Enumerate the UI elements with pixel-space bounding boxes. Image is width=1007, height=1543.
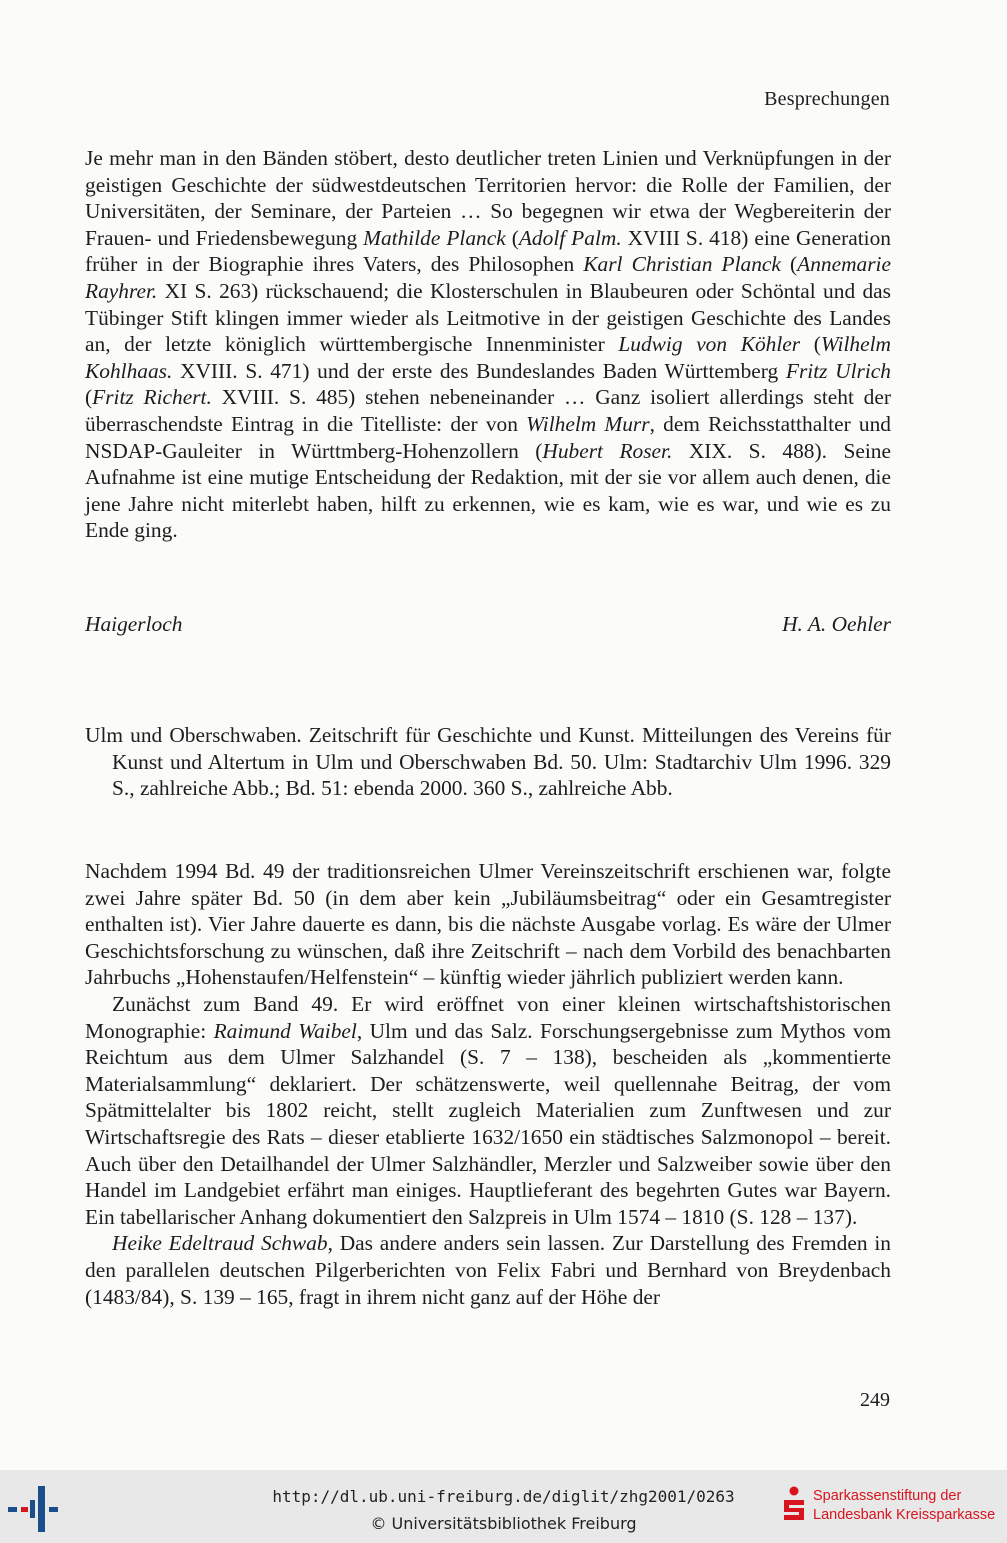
running-head: Besprechungen [764, 88, 890, 110]
permalink-url[interactable]: http://dl.ub.uni-freiburg.de/diglit/zhg2001/0263 [272, 1487, 735, 1506]
review-text-block [85, 145, 891, 544]
italic-name: Annemarie Rayhrer. [85, 252, 891, 303]
body-paragraph: Heike Edeltraud Schwab, Das andere anders sein lassen. Zur Darstellung des Fremden in den parallelen deutschen Pilgerberichten von Felix Fabri und Bernhard von Breydenbach (1483/84), S. 139 – 165, fragt in ihrem nicht ganz auf der Höhe der [85, 1231, 891, 1309]
copyright-notice: © Universitätsbibliothek Freiburg [370, 1514, 637, 1533]
italic-name: Wilhelm Murr [526, 411, 650, 436]
sponsor-text[interactable] [813, 1487, 995, 1525]
italic-name: Fritz Richert. [92, 385, 212, 410]
signature-reviewer: H. A. Oehler [782, 612, 891, 636]
review-text-block [85, 858, 891, 1310]
italic-name: Karl Christian Planck [583, 252, 781, 277]
body-paragraph: Je mehr man in den Bänden stöbert, desto deutlicher treten Linien und Verknüpfungen in der geistigen Geschichte der südwestdeutschen Territorien hervor: die Rolle der Familien, der Universitäten, der Seminare, der Parteien … So begegnen wir etwa der Wegbereiterin der Frauen- und Friedensbewegung Mathilde Planck (Adolf Palm. XVIII S. 418) eine Generation früher in der Biographie ihres Vaters, des Philosophen Karl Christian Planck (Annemarie Rayhrer. XI S. 263) rückschauend; die Klosterschulen in Blaubeuren oder Schöntal und das Tübinger Stift klingen immer wieder als Leitmotive in der geistigen Geschichte des Landes an, der letzte königlich württembergische Innenminister Ludwig von Köhler (Wilhelm Kohlhaas. XVIII. S. 471) und der erste des Bundeslandes Baden Württemberg Fritz Ulrich (Fritz Richert. XVIII. S. 485) stehen nebeneinander … Ganz isoliert allerdings steht der überraschendste Eintrag in die Titelliste: der von Wilhelm Murr, dem Reichsstatthalter und NSDAP-Gauleiter in Württmberg-Hohenzollern (Hubert Roser. XIX. S. 488). Seine Aufnahme ist eine mutige Entscheidung der Redaktion, mit der sie vor allem auch denen, die jene Jahre nicht miterlebt haben, hilft zu erkennen, wie es kam, wie es war, und wie es zu Ende ging. [85, 146, 891, 543]
sparkasse-logo-icon [780, 1486, 808, 1524]
page-number: 249 [860, 1389, 890, 1411]
bibliographic-citation: Ulm und Oberschwaben. Zeitschrift für Geschichte und Kunst. Mitteilungen des Vereins für Kunst und Altertum in Ulm und Oberschwaben Bd. 50. Ulm: Stadtarchiv Ulm 1996. 329 S., zahlreiche Abb.; Bd. 51: ebenda 2000. 360 S., zahlreiche Abb. [85, 723, 891, 801]
italic-name: Raimund Waibel [213, 1018, 357, 1043]
italic-name: Hubert Roser. [542, 438, 673, 463]
body-paragraph: Nachdem 1994 Bd. 49 der traditionsreichen Ulmer Vereinszeitschrift erschienen war, folgte zwei Jahre später Bd. 50 (in dem aber kein „Jubiläumsbeitrag“ oder ein Gesamtregister enthalten ist). Vier Jahre dauerte es dann, bis die nächste Ausgabe vorlag. Es wäre der Ulmer Geschichtsforschung zu wünschen, daß ihre Zeitschrift – nach dem Vorbild des benachbarten Jahrbuchs „Hohenstaufen/Helfenstein“ – künftig wieder jährlich publiziert werden kann. [85, 859, 891, 990]
italic-name: Fritz Ulrich [785, 358, 891, 383]
italic-name: Ludwig von Köhler [618, 332, 801, 357]
review-signature [85, 612, 891, 637]
signature-place: Haigerloch [85, 612, 183, 636]
sponsor-line: Sparkassenstiftung der [813, 1488, 962, 1504]
italic-name: Heike Edeltraud Schwab [112, 1231, 328, 1256]
sponsor-line: Landesbank Kreissparkasse [813, 1507, 996, 1523]
italic-name: Adolf Palm. [518, 225, 622, 250]
body-paragraph: Zunächst zum Band 49. Er wird eröffnet von einer kleinen wirtschaftshistorischen Monographie: Raimund Waibel, Ulm und das Salz. Forschungsergebnisse zum Mythos vom Reichtum aus dem Ulmer Salzhandel (S. 7 – 138), bescheiden als „kommentierte Materialsammlung“ deklariert. Der schätzenswerte, weil quellennahe Beitrag, der vom Spätmittelalter bis 1802 reicht, stellt zugleich Materialien zum Zunftwesen und zur Wirtschaftsregie des Rats – dieser etablierte 1632/1650 ein städtisches Salzmonopol – bereit. Auch über den Detailhandel der Ulmer Salzhändler, Merzler und Salzweiber sowie über den Handel im Landgebiet erfährt man einiges. Hauptlieferant des begehrten Gutes war Bayern. Ein tabellarischer Anhang dokumentiert den Salzpreis in Ulm 1574 – 1810 (S. 128 – 137). [85, 991, 891, 1229]
viewer-footer [0, 1470, 1007, 1543]
italic-name: Mathilde Planck [363, 225, 506, 250]
italic-name: Wilhelm Kohlhaas. [85, 332, 891, 383]
